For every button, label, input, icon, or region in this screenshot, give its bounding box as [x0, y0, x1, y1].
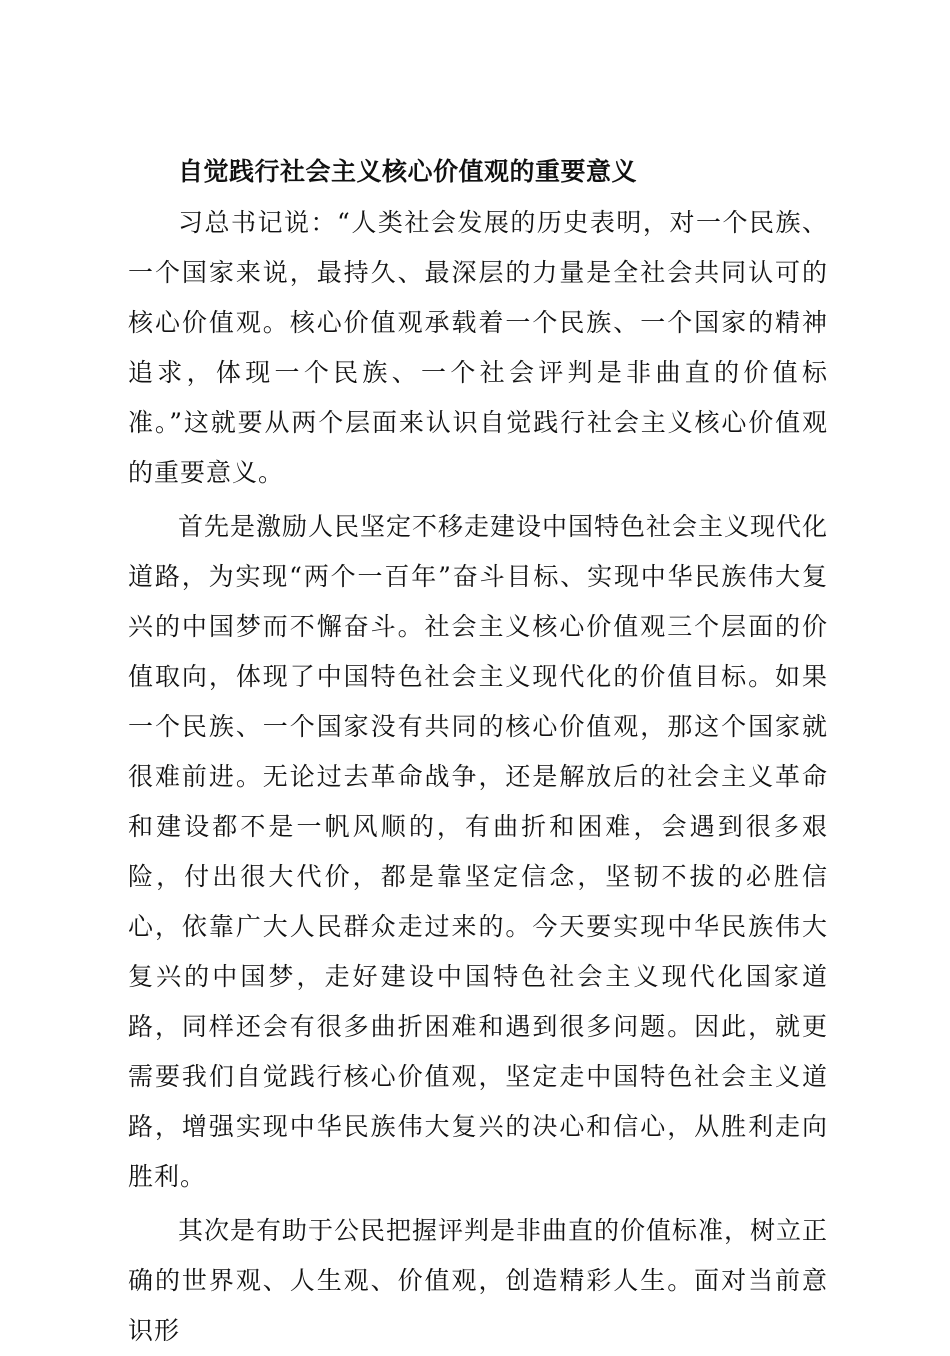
paragraph-first-point: 首先是激励人民坚定不移走建设中国特色社会主义现代化道路，为实现“两个一百年”奋斗目标、实现中华民族伟大复兴的中国梦而不懈奋斗。社会主义核心价值观三个层面的价值取向，体现了中国特色社会主义现代化的价值目标。如果一个民族、一个国家没有共同的核心价值观，那这个国家就很难前进。无论过去革命战争，还是解放后的社会主义革命和建设都不是一帆风顺的，有曲折和困难，会遇到很多艰险，付出很大代价，都是靠坚定信念，坚韧不拔的必胜信心，依靠广大人民群众走过来的。今天要实现中华民族伟大复兴的中国梦，走好建设中国特色社会主义现代化国家道路，同样还会有很多曲折困难和遇到很多问题。因此，就更需要我们自觉践行核心价值观，坚定走中国特色社会主义道路，增强实现中华民族伟大复兴的决心和信心，从胜利走向胜利。 [128, 512, 829, 1191]
paragraph-intro: 习总书记说：“人类社会发展的历史表明，对一个民族、一个国家来说，最持久、最深层的力量是全社会共同认可的核心价值观。核心价值观承载着一个民族、一个国家的精神追求，体现一个民族、一个社会评判是非曲直的价值标准。”这就要从两个层面来认识自觉践行社会主义核心价值观的重要意义。 [128, 208, 828, 487]
paragraph-second-point: 其次是有助于公民把握评判是非曲直的价值标准，树立正确的世界观、人生观、价值观，创造精彩人生。面对当前意识形 [128, 1216, 829, 1345]
document-title: 自觉践行社会主义核心价值观的重要意义 [178, 157, 638, 186]
document-page [128, 146, 828, 1356]
